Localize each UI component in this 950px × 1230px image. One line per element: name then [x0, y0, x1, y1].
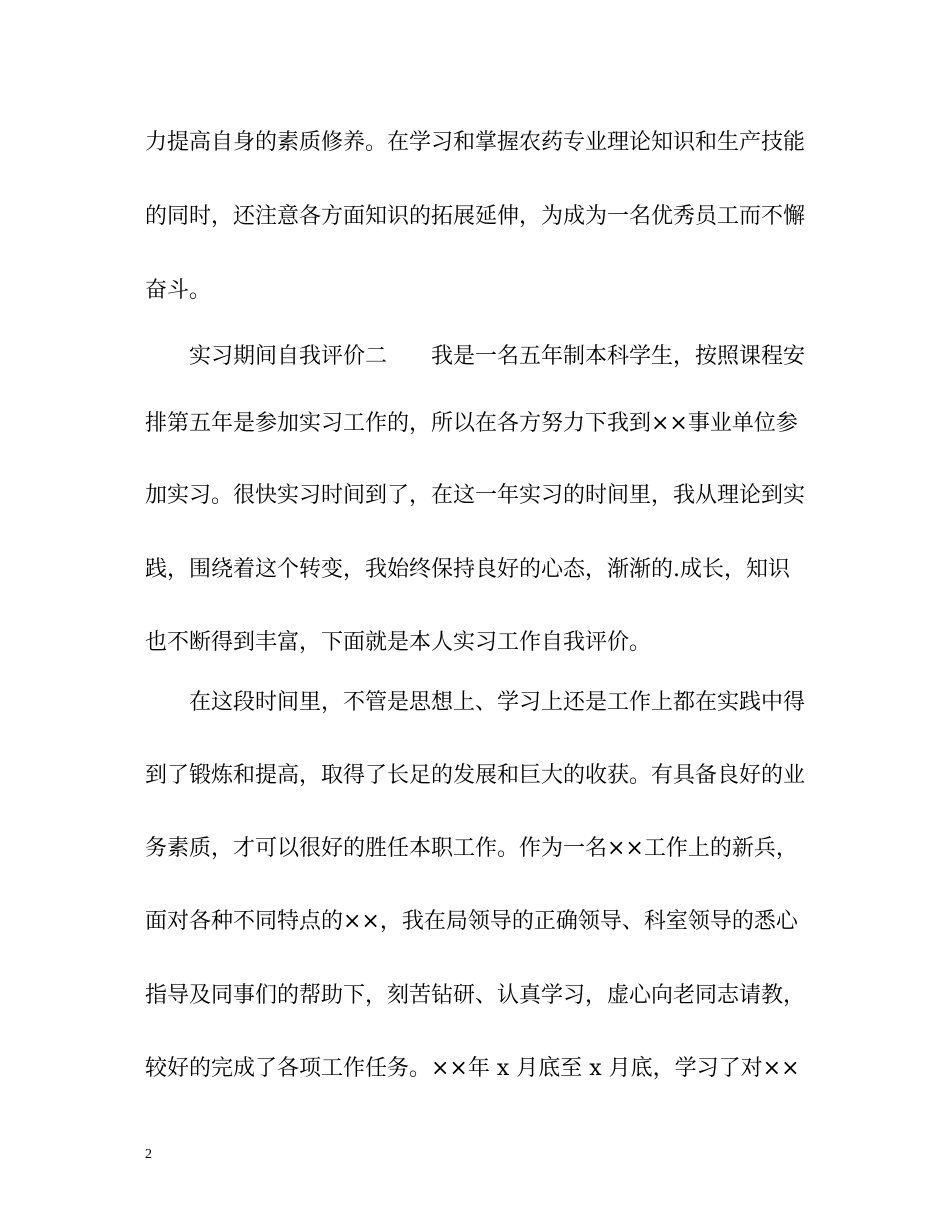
text-line: 实习期间自我评价二 我是一名五年制本科学生，按照课程安: [145, 344, 806, 369]
text-line: 的同时，还注意各方面知识的拓展延伸，为成为一名优秀员工而不懈: [145, 204, 806, 229]
text-line: 较好的完成了各项工作任务。××年 x 月底至 x 月底，学习了对××: [145, 1056, 800, 1081]
text-line: 在这段时间里，不管是思想上、学习上还是工作上都在实践中得: [145, 690, 806, 715]
text-line: 也不断得到丰富，下面就是本人实习工作自我评价。: [145, 630, 652, 655]
text-line: 力提高自身的素质修养。在学习和掌握农药专业理论知识和生产技能: [145, 130, 806, 155]
text-line: 面对各种不同特点的××，我在局领导的正确领导、科室领导的悉心: [145, 909, 798, 934]
text-line: 排第五年是参加实习工作的，所以在各方努力下我到××事业单位参: [145, 411, 798, 436]
text-line: 践，围绕着这个转变，我始终保持良好的心态，渐渐的.成长，知识: [145, 557, 790, 582]
text-line: 加实习。很快实习时间到了，在这一年实习的时间里，我从理论到实: [145, 483, 806, 508]
page-number: 2: [145, 1147, 152, 1162]
text-line: 指导及同事们的帮助下，刻苦钻研、认真学习，虚心向老同志请教，: [145, 983, 806, 1008]
text-line: 奋斗。: [145, 278, 212, 303]
text-line: 务素质，才可以很好的胜任本职工作。作为一名××工作上的新兵，: [145, 836, 798, 861]
text-line: 到了锻炼和提高，取得了长足的发展和巨大的收获。有具备良好的业: [145, 763, 806, 788]
